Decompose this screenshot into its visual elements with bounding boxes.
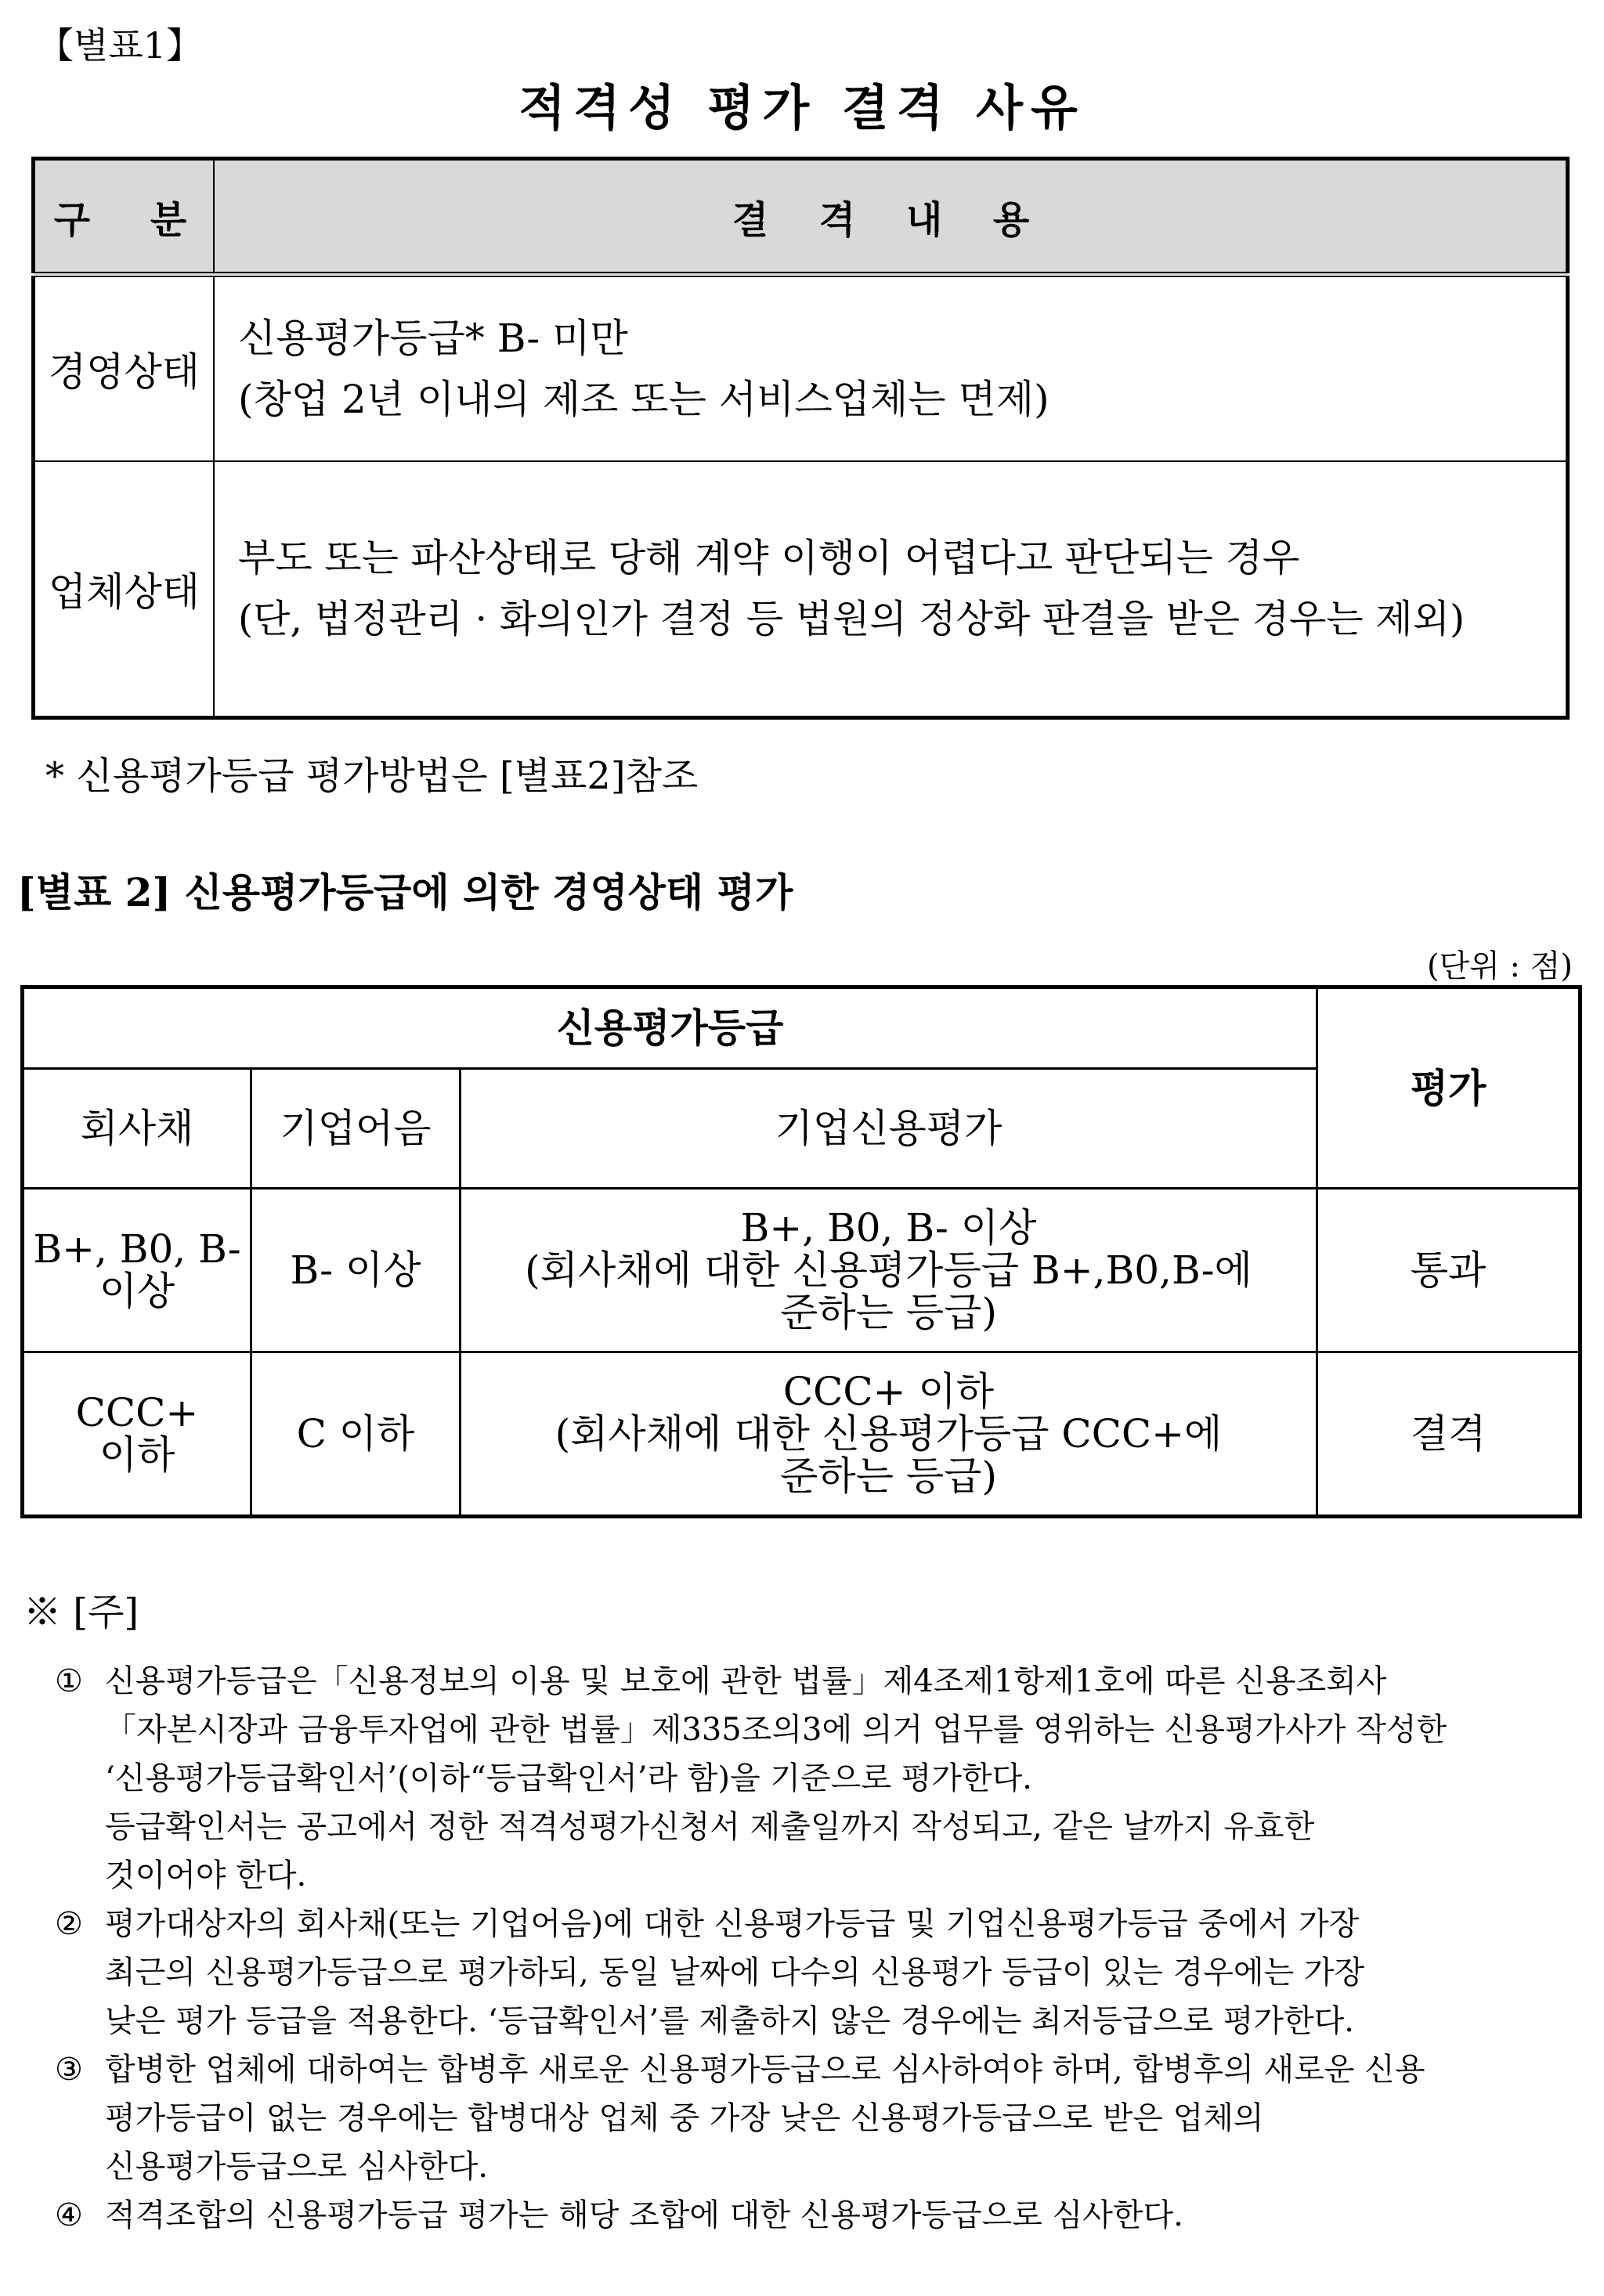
note-line: 최근의 신용평가등급으로 평가하되, 동일 날짜에 다수의 신용평가 등급이 있는 경우에는 가장	[105, 1955, 1365, 1991]
cell-cp: B- 이상	[251, 1189, 461, 1352]
annex1-label: 【별표1】	[38, 24, 203, 67]
cell-line: B+, B0, B-	[33, 1226, 241, 1272]
note-number: ①	[55, 1663, 83, 1699]
note-line: 「자본시장과 금융투자업에 관한 법률」제335조의3에 의거 업무를 영위하는 신용평가사가 작성한	[105, 1712, 1447, 1748]
credit-rating-table	[20, 985, 1582, 1518]
cell-eval: 통과	[1317, 1189, 1581, 1352]
cell-line: 준하는 등급)	[780, 1453, 997, 1499]
note-number: ③	[55, 2052, 83, 2088]
cell-line: 이하	[99, 1432, 175, 1478]
note-line: 평가대상자의 회사채(또는 기업어음)에 대한 신용평가등급 및 기업신용평가등급 중에서 가장	[105, 1906, 1360, 1942]
cell-line: CCC+	[75, 1390, 199, 1435]
annex1-footnote: * 신용평가등급 평가방법은 [별표2]참조	[45, 754, 699, 798]
note-line: 낮은 평가 등급을 적용한다. ‘등급확인서’를 제출하지 않은 경우에는 최저등급으로 평가한다.	[105, 2003, 1354, 2039]
header-credit-rating: 신용평가등급	[23, 987, 1317, 1069]
table-row	[34, 461, 1568, 718]
note-line: 신용평가등급으로 심사한다.	[105, 2149, 489, 2185]
unit-label: (단위 : 점)	[1426, 948, 1573, 984]
note-line: 신용평가등급은「신용정보의 이용 및 보호에 관한 법률」제4조제1항제1호에 따른 신용조회사	[105, 1663, 1387, 1699]
row-category: 업체상태	[34, 461, 215, 718]
content-line: (단, 법정관리 · 화의인가 결정 등 법원의 정상화 판결을 받은 경우는 제외)	[238, 597, 1465, 641]
header-content: 결 격 내 용	[214, 159, 1568, 275]
cell-cp: C 이하	[251, 1352, 461, 1517]
note-number: ②	[55, 1906, 83, 1942]
note-number: ④	[55, 2197, 83, 2233]
note-text	[105, 1657, 1582, 1900]
table-header-row	[23, 987, 1581, 1069]
header-commercial-paper: 기업어음	[251, 1069, 461, 1189]
table-header-row	[34, 159, 1568, 275]
cell-line: CCC+ 이하	[782, 1369, 995, 1414]
cell-corp	[461, 1352, 1317, 1517]
header-bond: 회사채	[23, 1069, 251, 1189]
cell-line: 이상	[99, 1269, 175, 1314]
note-line: ‘신용평가등급확인서’(이하“등급확인서’라 함)을 기준으로 평가한다.	[105, 1760, 1032, 1796]
note-line: 것이어야 한다.	[105, 1857, 307, 1893]
cell-eval: 결격	[1317, 1352, 1581, 1517]
note-line: 적격조합의 신용평가등급 평가는 해당 조합에 대한 신용평가등급으로 심사한다.	[105, 2197, 1183, 2233]
note-text	[105, 1900, 1582, 2045]
row-content	[214, 461, 1568, 718]
header-evaluation: 평가	[1317, 987, 1581, 1189]
note-text	[105, 2045, 1582, 2191]
disqualification-table	[31, 157, 1570, 720]
content-line: 부도 또는 파산상태로 당해 계약 이행이 어렵다고 판단되는 경우	[238, 536, 1300, 580]
header-category: 구 분	[34, 159, 215, 275]
annex2-title: [별표 2] 신용평가등급에 의한 경영상태 평가	[17, 869, 793, 915]
cell-line: (회사채에 대한 신용평가등급 B+,B0,B-에	[525, 1247, 1252, 1293]
cell-line: (회사채에 대한 신용평가등급 CCC+에	[555, 1411, 1223, 1457]
note-line: 평가등급이 없는 경우에는 합병대상 업체 중 가장 낮은 신용평가등급으로 받은 업체의	[105, 2100, 1264, 2136]
cell-line: B+, B0, B- 이상	[740, 1205, 1037, 1251]
notes-section	[23, 1588, 1582, 2240]
cell-bond	[23, 1352, 251, 1517]
row-category: 경영상태	[34, 275, 215, 462]
cell-bond	[23, 1189, 251, 1352]
note-line: 등급확인서는 공고에서 정한 적격성평가신청서 제출일까지 작성되고, 같은 날까지 유효한	[105, 1809, 1315, 1845]
note-item	[23, 2191, 1582, 2240]
table-row	[34, 275, 1568, 462]
row-content	[214, 275, 1568, 462]
header-corporate-rating: 기업신용평가	[461, 1069, 1317, 1189]
table-row	[23, 1352, 1581, 1517]
cell-line: 준하는 등급)	[780, 1290, 997, 1335]
note-line: 합병한 업체에 대하여는 합병후 새로운 신용평가등급으로 심사하여야 하며, 합병후의 새로운 신용	[105, 2052, 1425, 2088]
content-line: (창업 2년 이내의 제조 또는 서비스업체는 면제)	[238, 377, 1049, 422]
annex1-title: 적격성 평가 결격 사유	[518, 79, 1086, 136]
note-item	[23, 1900, 1582, 2045]
note-item	[23, 1657, 1582, 1900]
note-item	[23, 2045, 1582, 2191]
cell-corp	[461, 1189, 1317, 1352]
table-row	[23, 1189, 1581, 1352]
note-text	[105, 2191, 1582, 2240]
content-line: 신용평가등급* B- 미만	[238, 316, 628, 361]
notes-heading: ※ [주]	[23, 1590, 139, 1634]
